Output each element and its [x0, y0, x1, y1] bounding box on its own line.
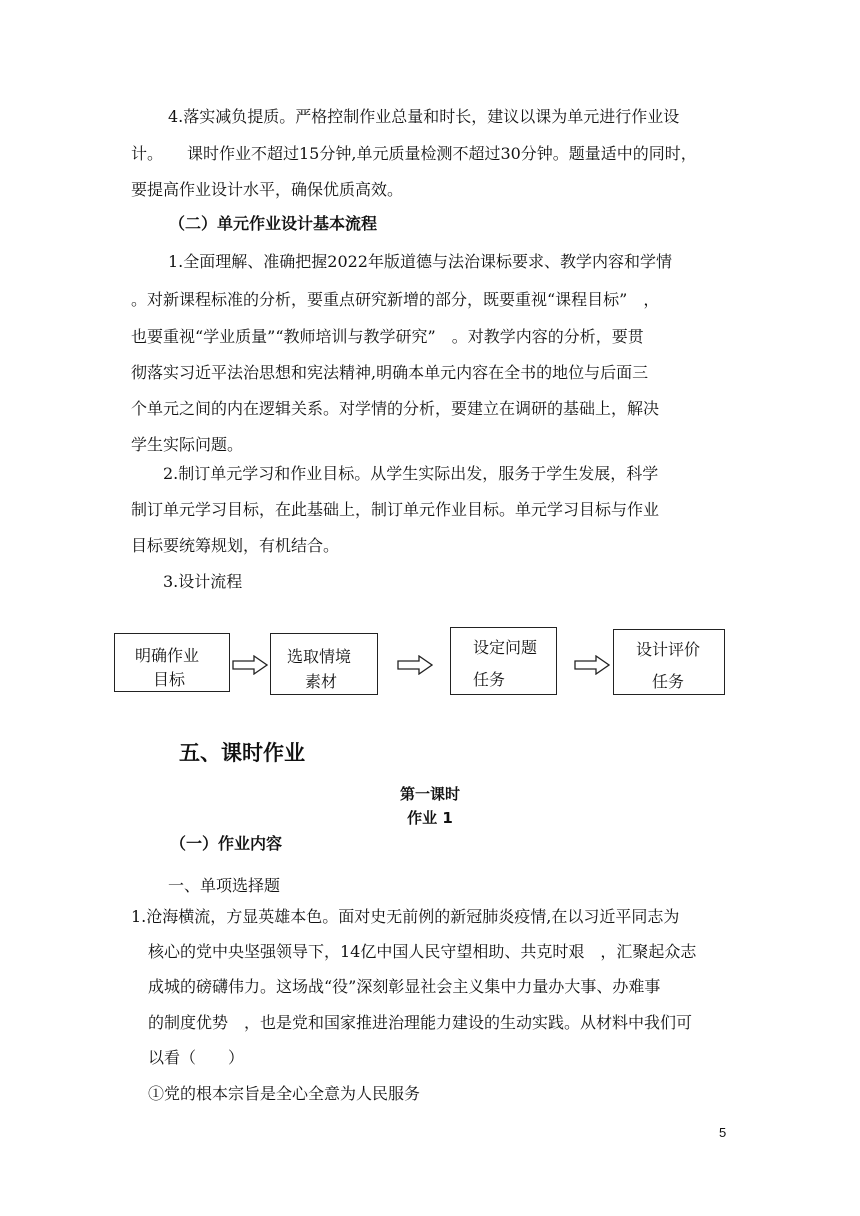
- question-line: 以看（ ）: [148, 1048, 245, 1067]
- flow-box-text: 任务: [652, 672, 685, 691]
- flow-box-text: 明确作业: [135, 646, 200, 665]
- page-number: 5: [719, 1125, 727, 1140]
- content-heading: （一）作业内容: [170, 834, 283, 853]
- homework-title: 作业 1: [407, 809, 453, 827]
- paragraph-line: 计。 课时作业不超过15分钟,单元质量检测不超过30分钟。题量适中的同时，: [131, 144, 697, 163]
- flow-box-problem: [450, 627, 557, 695]
- flow-box-text: 设定问题: [473, 638, 538, 657]
- paragraph-line: 3.设计流程: [163, 572, 243, 591]
- paragraph-line: 1.全面理解、准确把握2022年版道德与法治课标要求、教学内容和学情: [168, 252, 672, 271]
- paragraph-line: 也要重视“学业质量”“教师培训与教学研究” 。对教学内容的分析，要贯: [131, 327, 644, 346]
- flow-box-text: 选取情境: [287, 647, 352, 666]
- flow-box-evaluation: [613, 629, 725, 695]
- paragraph-line: 要提高作业设计水平，确保优质高效。: [131, 180, 404, 199]
- section-heading: （二）单元作业设计基本流程: [169, 214, 378, 233]
- flow-box-material: [270, 633, 378, 695]
- arrow-right-icon: [232, 655, 268, 675]
- paragraph-line: 彻落实习近平法治思想和宪法精神,明确本单元内容在全书的地位与后面三: [131, 363, 649, 382]
- section-heading: 五、课时作业: [179, 741, 305, 765]
- question-line: 成城的磅礴伟力。这场战“役”深刻彰显社会主义集中力量办大事、办难事: [148, 977, 661, 996]
- lesson-title: 第一课时: [399, 785, 460, 803]
- flow-box-goal: [114, 633, 230, 692]
- option-line: ①党的根本宗旨是全心全意为人民服务: [148, 1084, 421, 1103]
- question-line: 1.沧海横流，方显英雄本色。面对史无前例的新冠肺炎疫情,在以习近平同志为: [131, 907, 680, 926]
- arrow-right-icon: [397, 655, 433, 675]
- paragraph-line: 个单元之间的内在逻辑关系。对学情的分析，要建立在调研的基础上，解决: [131, 399, 660, 418]
- flow-box-text: 素材: [305, 672, 338, 691]
- question-line: 核心的党中央坚强领导下，14亿中国人民守望相助、共克时艰 ，汇聚起众志: [148, 942, 697, 961]
- paragraph-line: 4.落实减负提质。严格控制作业总量和时长，建议以课为单元进行作业设: [168, 107, 680, 126]
- paragraph-line: 制订单元学习目标，在此基础上，制订单元作业目标。单元学习目标与作业: [131, 500, 660, 519]
- paragraph-line: 目标要统筹规划，有机结合。: [131, 536, 340, 555]
- question-line: 的制度优势 ，也是党和国家推进治理能力建设的生动实践。从材料中我们可: [148, 1013, 693, 1032]
- question-type: 一、单项选择题: [168, 876, 281, 895]
- flow-box-text: 设计评价: [636, 640, 701, 659]
- paragraph-line: 。对新课程标准的分析，要重点研究新增的部分，既要重视“课程目标” ，: [131, 290, 660, 309]
- flow-box-text: 目标: [153, 670, 186, 689]
- paragraph-line: 学生实际问题。: [131, 435, 244, 454]
- arrow-right-icon: [574, 655, 610, 675]
- paragraph-line: 2.制订单元学习和作业目标。从学生实际出发，服务于学生发展，科学: [163, 464, 659, 483]
- flow-box-text: 任务: [473, 670, 506, 689]
